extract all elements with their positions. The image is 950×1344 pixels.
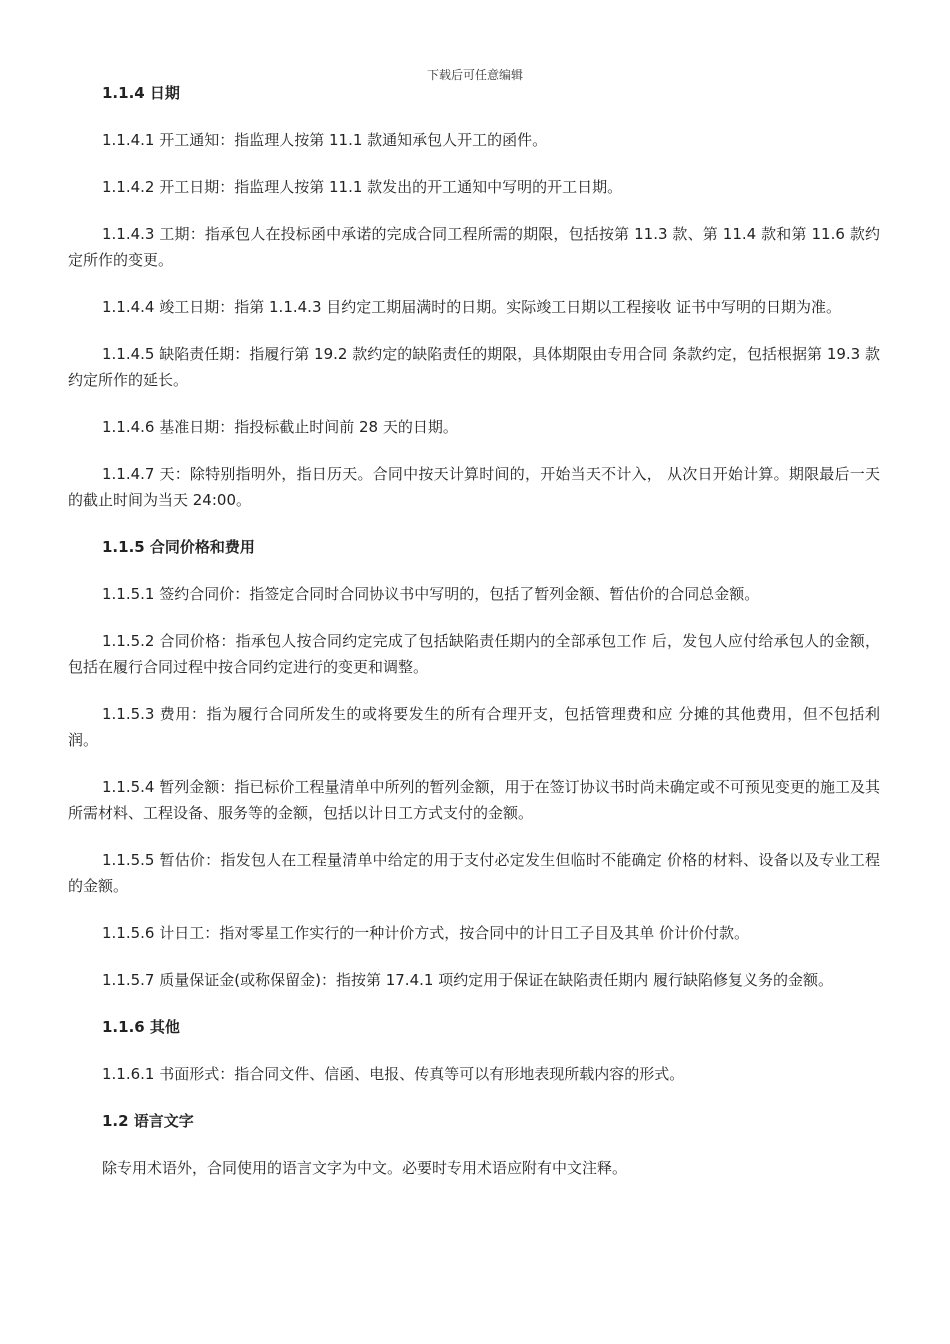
section-heading-1-1-4: 1.1.4 日期 [102, 84, 180, 102]
clause-1-1-4-2: 1.1.4.2 开工日期：指监理人按第 11.1 款发出的开工通知中写明的开工日期。 [102, 178, 623, 196]
section-heading-1-1-5: 1.1.5 合同价格和费用 [102, 538, 255, 556]
clause-1-1-5-3: 1.1.5.3 费用：指为履行合同所发生的或将要发生的所有合理开支，包括管理费和应 分摊的其他费用，但不包括利润。 [68, 705, 880, 749]
clause-1-1-5-6: 1.1.5.6 计日工：指对零星工作实行的一种计价方式，按合同中的计日工子目及其单 价计价付款。 [102, 924, 750, 942]
page-header-note: 下载后可任意编辑 [426, 68, 523, 82]
section-heading-1-1-6: 1.1.6 其他 [102, 1018, 180, 1036]
clause-1-1-5-4: 1.1.5.4 暂列金额：指已标价工程量清单中所列的暂列金额，用于在签订协议书时尚未确定或不可预见变更的施工及其所需材料、工程设备、服务等的金额，包括以计日工方式支付的金额。 [68, 778, 880, 822]
section-heading-1-2: 1.2 语言文字 [102, 1112, 194, 1130]
clause-1-1-6-1: 1.1.6.1 书面形式：指合同文件、信函、电报、传真等可以有形地表现所载内容的形式。 [102, 1065, 685, 1083]
clause-1-1-5-5: 1.1.5.5 暂估价：指发包人在工程量清单中给定的用于支付必定发生但临时不能确定 价格的材料、设备以及专业工程的金额。 [68, 851, 880, 895]
clause-1-1-5-2: 1.1.5.2 合同价格：指承包人按合同约定完成了包括缺陷责任期内的全部承包工作 后，发包人应付给承包人的金额，包括在履行合同过程中按合同约定进行的变更和调整。 [68, 632, 880, 676]
clause-1-1-4-4: 1.1.4.4 竣工日期：指第 1.1.4.3 目约定工期届满时的日期。实际竣工日期以工程接收 证书中写明的日期为准。 [102, 298, 842, 316]
clause-1-1-4-1: 1.1.4.1 开工通知：指监理人按第 11.1 款通知承包人开工的函件。 [102, 131, 548, 149]
clause-1-1-5-7: 1.1.5.7 质量保证金(或称保留金)：指按第 17.4.1 项约定用于保证在缺陷责任期内 履行缺陷修复义务的金额。 [102, 971, 833, 989]
clause-1-1-4-3: 1.1.4.3 工期：指承包人在投标函中承诺的完成合同工程所需的期限，包括按第 11.3 款、第 11.4 款和第 11.6 款约定所作的变更。 [68, 225, 880, 269]
clause-1-1-5-1: 1.1.5.1 签约合同价：指签定合同时合同协议书中写明的，包括了暂列金额、暂估价的合同总金额。 [102, 585, 760, 603]
clause-1-1-4-5: 1.1.4.5 缺陷责任期：指履行第 19.2 款约定的缺陷责任的期限，具体期限由专用合同 条款约定，包括根据第 19.3 款约定所作的延长。 [68, 345, 880, 389]
clause-1-1-4-7: 1.1.4.7 天：除特别指明外，指日历天。合同中按天计算时间的，开始当天不计入， 从次日开始计算。期限最后一天的截止时间为当天 24:00。 [68, 465, 880, 509]
clause-1-2-body: 除专用术语外，合同使用的语言文字为中文。必要时专用术语应附有中文注释。 [102, 1159, 628, 1177]
document-body [68, 80, 880, 1202]
clause-1-1-4-6: 1.1.4.6 基准日期：指投标截止时间前 28 天的日期。 [102, 418, 458, 436]
